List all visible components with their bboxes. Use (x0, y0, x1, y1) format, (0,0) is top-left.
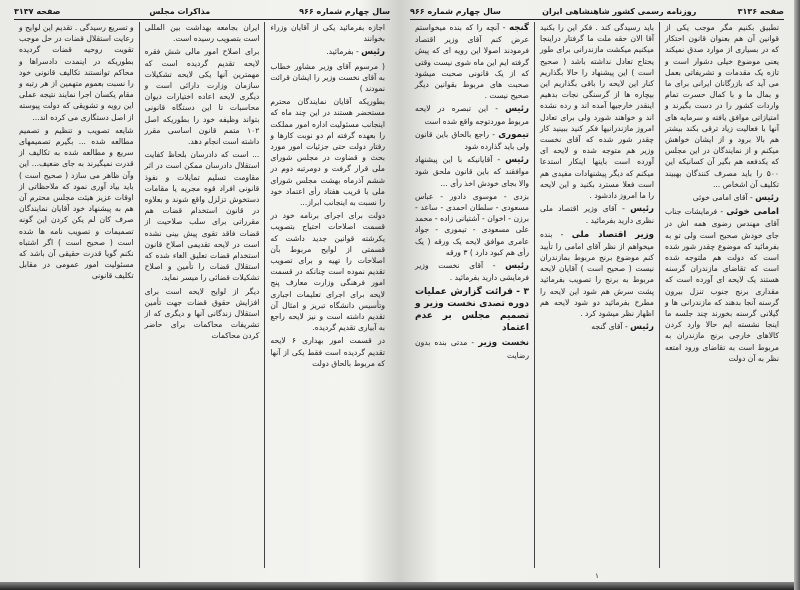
speaker-name: رئیس (630, 204, 654, 215)
paragraph (540, 321, 654, 333)
scan-edge-bottom (0, 582, 800, 590)
paragraph-text: بطوریکه آقایان نمایندگان محترم مستحضر هستند در این چند ماه که اینجانب مسئولیت اداره امور مملکت را بعهده گرفته ام دو نوبت کارها و رفتار دولت حتی جزئیات امور مورد بحث و قضاوت در مجلس شورای ملی قرار گرفت و دومرتبه دوم در ششم آذرماه بهشت مجلس شورای ملی با قریب هفتاد رأی اعتماد خود را نسبت به اینجانب ابراز... (270, 97, 385, 208)
left-page-columns (14, 22, 390, 568)
paragraph (145, 286, 260, 342)
paragraph-text: اجازه بفرمائید یکی از آقایان وزراء بخوانند (270, 23, 385, 44)
paragraph (415, 191, 529, 258)
paragraph (415, 260, 529, 283)
speaker-name: رئیس (505, 155, 529, 166)
paragraph (540, 229, 654, 320)
paragraph-text: - بنده میخواهم از نظر آقای امامی را تأیید کنم موضوع برنج مربوط بمازندران نیست ( صحیح است ) آقایان لایحه مربوط به برنج را تصویب بفرمائید پشت سرش هم شود این لایحه را مطرح بفرمائید دو شود لایحه هم اظهار نظر میشود کرد . (540, 229, 654, 319)
left-page-number: صفحه ۳۱۳۷ (14, 6, 61, 16)
paragraph-text: - آقایانیکه با این پیشنهاد موافقند که باین قانون ملحق شود والا بجای خودش اخذ رأی ... (415, 155, 529, 188)
paragraph (415, 337, 529, 360)
paragraph (19, 22, 134, 123)
text-column (659, 22, 784, 568)
speaker-name: رئیس (361, 47, 385, 58)
right-page-title: روزنامه رسمی کشور شاهنشاهی ایران (542, 6, 697, 16)
right-page-issue: سال چهارم شماره ۹۶۶ (410, 6, 501, 16)
left-page-title: مذاکرات مجلس (149, 6, 211, 16)
page-folio: ۱ (595, 572, 599, 580)
left-page-issue: سال چهارم شماره ۹۶۶ (299, 6, 390, 16)
paragraph-text: ... است که دادرسان بلحاظ کفایت استقلال دادرسان ممکن است در اثر مقاومت تسلیم تمایلات و نفوذ قانونی افراد قوه مجریه یا مقامات دستخوش تزلزل واقع شوند و بعلاوه در قانون استخدام قضات هم مقرراتی برای سلب صلاحیت از قضات فاقد تقوی پیش بینی نشده است در لایحه تقدیمی اصلاح قانون استخدام قضات تعلیق الغاء شده که استقلال قضات را تأمین و اصلاح تشکیلات قضائی را میسر نماید. (144, 150, 260, 283)
paragraph (415, 22, 529, 101)
paragraph (415, 129, 529, 152)
left-page-header (14, 5, 390, 20)
scan-edge-right (794, 0, 800, 590)
section-heading: ۳ - قرائت گزارش عملیات دوره تصدی نخست وزیر و تصمیم مجلس بر عدم اعتماد (415, 287, 529, 334)
paragraph-text: ( مرسوم آقای وزیر مشاور خطاب به آقای نخست وزیر را ایشان قرائت نمودند ) (270, 61, 385, 94)
paragraph (665, 22, 779, 190)
paragraph-text: - آقای گنجه (591, 322, 628, 332)
right-page-header (410, 5, 784, 20)
paragraph (270, 22, 385, 44)
paragraph (270, 61, 385, 95)
left-page (6, 0, 398, 582)
paragraph-text: برای اصلاح امور مالی شش فقره لایحه تقدیم گردیده است که مهمترین آنها یکی لایحه تشکیلات سازمان وزارت دارائی است و دیگری لایحه اعاده اختیارات دیوان محاسبات تا این دستگاه قانونی بتواند وظیفه خود را بطوریکه اصل ۱۰۲ متمم قانون اساسی مقرر داشته است انجام دهد. (144, 47, 260, 147)
speaker-name: رئیس (630, 322, 654, 333)
paragraph (540, 203, 654, 226)
paragraph-text: دولت برای اجرای برنامه خود در قسمت اصلاحات احتیاج بتصویب یکرشته قوانین جدید داشت که قسمتی از لوایح مربوط بآن اصلاحات را تهیه و برای تصویب تقدیم نموده است چنانکه در قسمت امور فرهنگی وزارت معارف پنج لایحه برای اجرای تعلیمات اجباری وتأسیس دانشگاه تبریز و امثال آن تقدیم داشته است و نیز لایحه راجع به آبیاری تقدیم گردیده. (270, 211, 385, 333)
right-page-columns (410, 22, 784, 568)
paragraph-text: شایعه تصویب و تنظیم و تصمیم مطالعه شده ... بگیرم تصمیمهای سریع و مطالعه شده به تکالیف از قدرت نمیگیرند به جای ضعیف... این وآن ظاهر می سازد ( صحیح است ) باید بیاد آوری نمود که ملاحظاتی از اوقات عزیز هیئت مجلس محترم آن هم به پیشنهاد خود آقایان نمایندگان صرف کان لم یکن کردن این گونه تصمیمات و تصویب نامه ها شده است ( صحیح است ) اگر اشتباه نکنم گویا قدرت حقیقی آن باشد که مسئولیت امور عمومی در مقابل تکلیف قانونی (18, 125, 134, 281)
speaker-name: وزیر اقتصاد ملی (571, 229, 654, 240)
paragraph (415, 103, 529, 126)
paragraph (270, 96, 385, 208)
speaker-name: تیموری (498, 129, 529, 140)
paragraph-text: - فرمایشات جناب آقای مهندس رضوی همه اش در جای خودش صحیح است ولی تو به بفرمائید که موضوع چقدر شور شده است که دولت هم ملتوجه شده است که تقاضای مازندران گرسنه هستند یک لایحه ای آورده است که مقداری برنج جنوب تنزل بیرون گرسنه آنجا بدهند که مازندرانی ها و گیلانی گرسنه بخورند چند جلسه ما اینجا نشسته ایم حالا وارد کردن کالاهای خارجی برنج مازندران به مربوط است به تقاضای ورود امتعه نظر به آن دولت (665, 207, 779, 363)
paragraph-text: دیگر از لوایح لایحه است برای افزایش حقوق قضات جهت تأمین استقلال زندگانی آنها و دیگری که از تشریفات محاکمات برای حاضر کردن محاکمات (144, 286, 260, 341)
paragraph-text: و تسریع رسیدگی . تقدیم این لوایح و رعایت استقلال قضات در حل موجب تقویت روحیه قضات گردیده بطوریکه در اینمدت دادسراها و محاکم توانستند تکالیف قانونی خود را نسبت بعموم متهمین از هر رتبه و مقام یکسان اجرا نمایند نتیجه عملی این رویه و تشویقی که دولت پیوسته از اصل دستگاری می کرده اند... (18, 23, 134, 122)
speaker-name: گنجه (509, 23, 530, 33)
paragraph-text: باید رسیدگی کند . فکر این را بکنید آقا الان حقه ملت ما گرفتار دراینجا میکنیم میکشت مازندرانی برای طور یحتاج تعادل نداشته باشد ( صحیح است ) این پیشنهاد را حالا بگذاریم کنار این لایحه را باقی بگذاریم این بیچاره ها از گرسنگی نجات بدهیم اینقدر خارجیها آمده اند و رده نشده اند و خواهند شورد ولی برای تعادل امروز مازندرانیها فکر کنید ببینید کار چقدر شور شده که آقای نخست وزیر هم متوجه شده و لایحه ای آورده است باینها اینکار استدعا میکنم که دیگر پیشنهادات مفیدی هم است فعلا مسترد بکنید و این لایحه را ما امروز دادشود . (540, 23, 654, 201)
paragraph (145, 46, 260, 147)
right-page (402, 0, 792, 582)
speaker-name: رئیس (755, 193, 779, 204)
paragraph (270, 210, 385, 333)
paragraph-text: - راجع بالحاق باین قانون ولی باید گذارده شود (415, 129, 529, 152)
text-column (534, 22, 659, 568)
paragraph-text: ایران بجامعه بهداشت بین المللی است بتصویب رسیده است. (144, 23, 260, 44)
paragraph-text: - این تبصره در لایحه مربوط موردتوجه واقع شده است (415, 104, 529, 126)
right-page-number: صفحه ۳۱۳۶ (737, 6, 784, 16)
paragraph-text: بزدی - موسوی دادور - عباس مسعودی - سلطان احمدی - ساعد - برزن - اخوان - آشتیانی زاده - محمد علی مسعودی - تیموری - جواد عامری موافق لایحه یک ورقه ( یک رأی هم کبود دارد ) ۳ ورقه (415, 191, 529, 257)
paragraph-text: - مدتی بنده بدون رضایت (415, 338, 529, 360)
paragraph-text: در قسمت امور بهداری ۶ لایحه تقدیم گردیده است فقط یکی از آنها که مربوط بالحاق دولت (270, 336, 385, 368)
paragraph (270, 335, 385, 369)
paragraph (270, 46, 385, 58)
paragraph-text: - آقای امامی خوئی (692, 193, 753, 203)
speaker-name: رئیس (505, 261, 529, 272)
paragraph-text: - بفرمائید. (326, 47, 359, 57)
paragraph-text: تطبیق بکنیم مگر موجب یکی از قوانین آن هم بعنوان قانون احتکار که در بسیاری از موارد صدق نمیکند یعنی موضوع خیلی دشوار است و تازه یک مقدمات و تشریفاتی بعمل می آید که بازرگانان ایرانی برای ما و بمال ما و با کمال حسرت تمام واردات کشور را در دست بگیرند و امتیازاتی موافق یافته و سرمایه های آنها با فعالیت زیاد ترقی بکند بیشتر هم بالا برود و از ایشان خواهش میکنم و از نمایندگان در این مجلس که یکدفعه هم بگیر آن کسانیکه این ۵۰۰ را باید مصرف کنندگان بهبیند تکلیف آن اشخاص ... (665, 23, 779, 189)
paragraph (665, 206, 779, 364)
speaker-name: نخست وزیر (478, 338, 530, 349)
paragraph-text: - آقای وزیر اقتصاد ملی نظری دارید بفرمائید . (540, 204, 654, 226)
paragraph (665, 192, 779, 204)
text-column (14, 22, 139, 568)
paragraph (19, 125, 134, 282)
speaker-name: رئیس (505, 104, 529, 115)
text-column (264, 22, 390, 568)
paragraph (540, 22, 654, 201)
text-column (139, 22, 265, 568)
paragraph (145, 149, 260, 283)
paragraph (145, 22, 260, 44)
paragraph-text: - آقای نخست وزیر فرمایشی دارید بفرمائید . (415, 261, 529, 283)
text-column (410, 22, 534, 568)
paragraph-text: - آنچه را که بنده میخواستم عرض کنم آقای وزیر اقتصاد فرمودند اصولا این رویه ای که پیش گرفته ایم این ماه شوی نیست وقتی که از یک قانونی صحبت میشود صحبت های مربوط بقوانین دیگر صحیح نیست . (415, 23, 529, 101)
speaker-name: امامی خوئی (726, 207, 779, 218)
paragraph (415, 154, 529, 189)
